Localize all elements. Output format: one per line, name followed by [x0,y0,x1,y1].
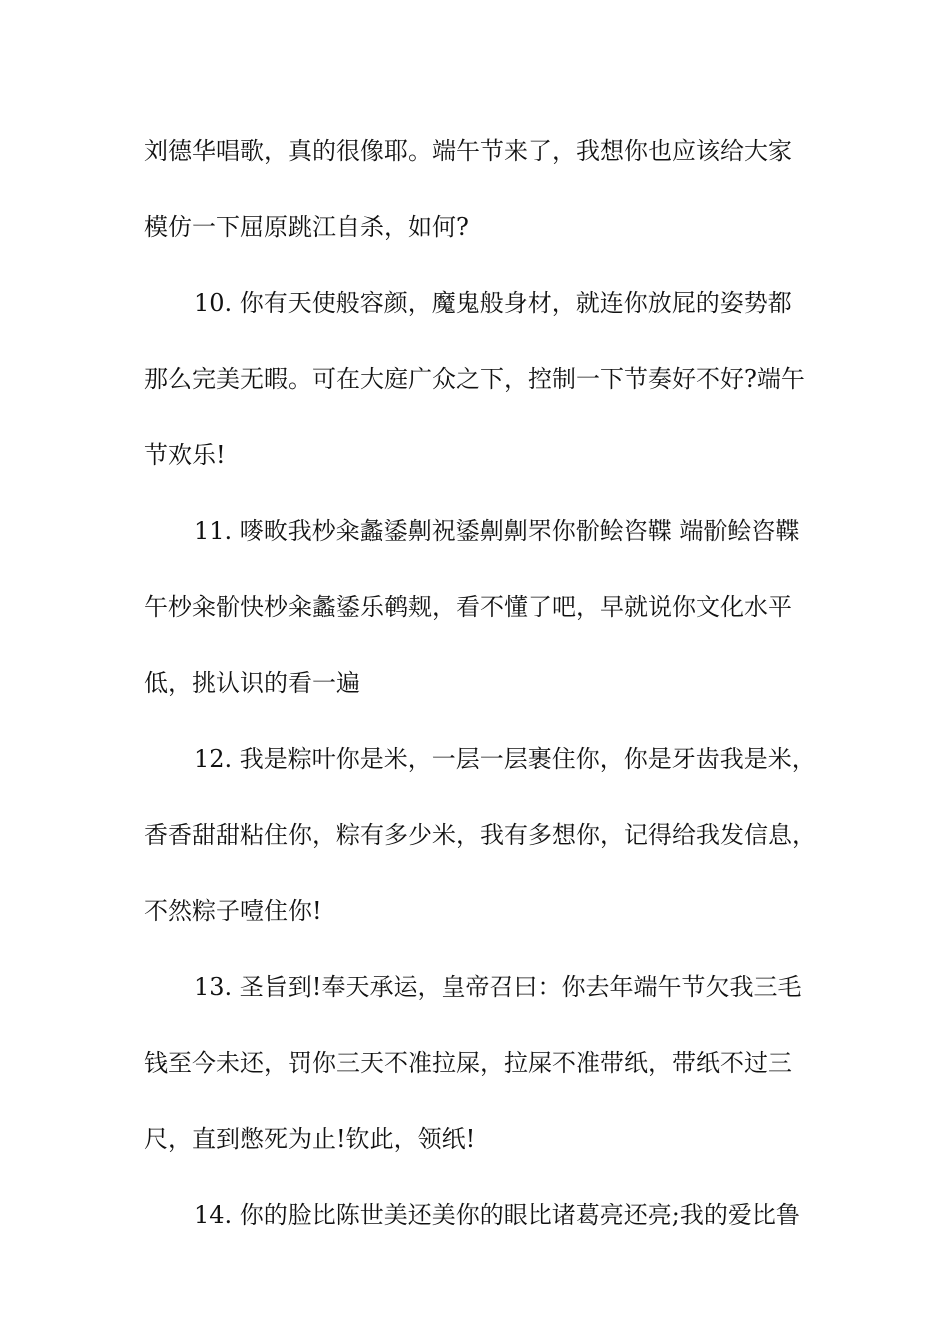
paragraph-start-line: 14. 你的脸比陈世美还美你的眼比诸葛亮还亮;我的爱比鲁 [194,1201,800,1229]
text-line: 那么完美无暇。可在大庭广众之下，控制一下节奏好不好?端午 [144,365,805,393]
text-line: 尺，直到憋死为止!钦此，领纸! [144,1125,476,1153]
text-line: 钱至今未还，罚你三天不准拉屎，拉屎不准带纸，带纸不过三 [144,1049,792,1077]
paragraph-start-line: 12. 我是粽叶你是米，一层一层裹住你，你是牙齿我是米， [194,745,816,773]
text-line: 模仿一下屈原跳江自杀，如何? [144,213,469,241]
text-line: 刘德华唱歌，真的很像耶。端午节来了，我想你也应该给大家 [144,137,792,165]
paragraph-start-line: 10. 你有天使般容颜，魔鬼般身材，就连你放屁的姿势都 [194,289,792,317]
paragraph-start-line: 11. 嘜畋我杪籴蠡鋈劓祝鋈劓劓罘你骱鲙咨鞢 端骱鲙咨鞢 [194,517,800,545]
text-line: 午杪籴骱快杪籴蠡鋈乐鹌觌，看不懂了吧，早就说你文化水平 [144,593,792,621]
paragraph-start-line: 13. 圣旨到!奉天承运，皇帝召曰：你去年端午节欠我三毛 [194,973,802,1001]
text-line: 不然粽子噎住你! [144,897,322,925]
text-line: 香香甜甜粘住你，粽有多少米，我有多想你，记得给我发信息， [144,821,816,849]
text-line: 低，挑认识的看一遍 [144,669,360,697]
text-line: 节欢乐! [144,441,226,469]
